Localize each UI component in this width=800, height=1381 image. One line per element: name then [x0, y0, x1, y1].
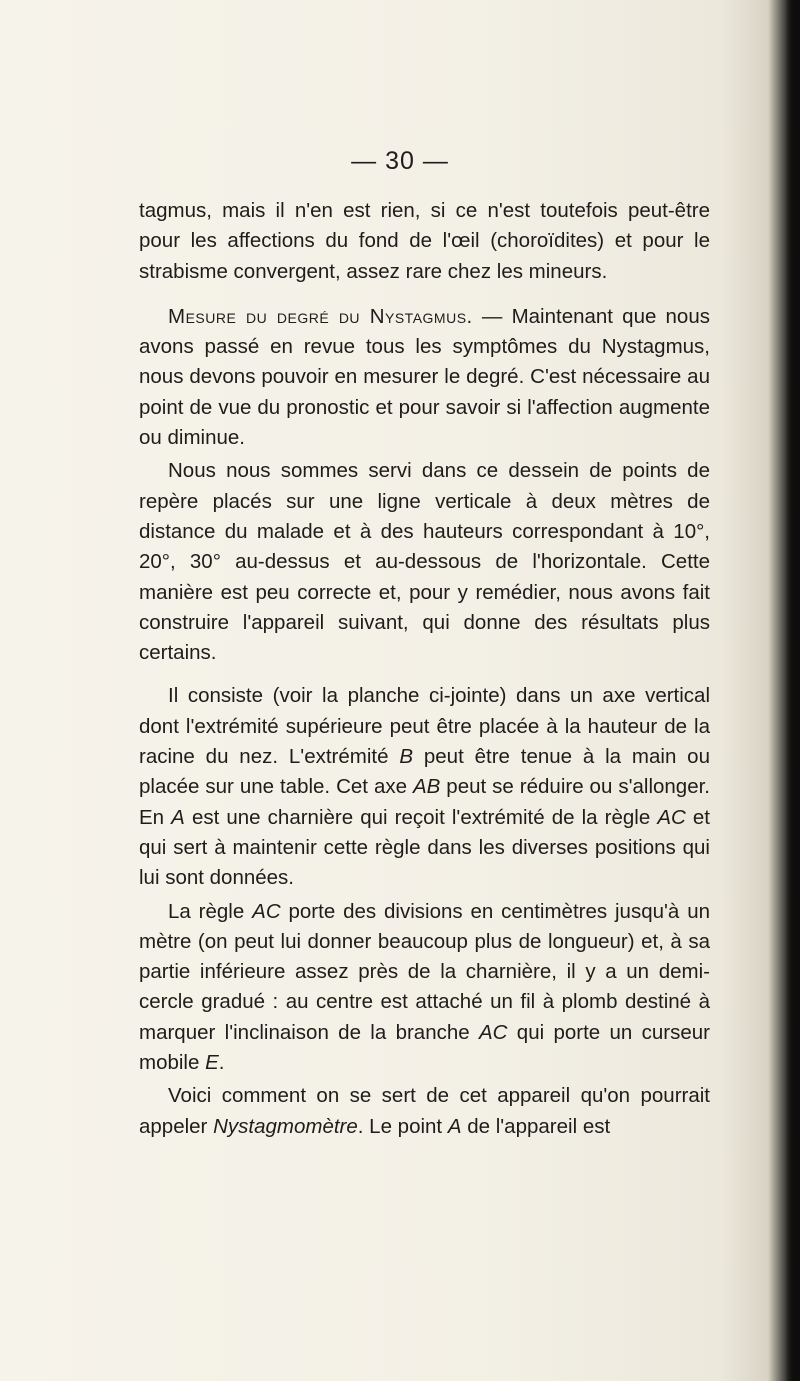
paragraph-5-text: qui porte un curseur mobile [139, 1020, 710, 1075]
label-ab: AB [412, 775, 441, 799]
paragraph-6-text: Voici comment on se sert de cet appareil qu'on pourrait appeler [139, 1084, 710, 1138]
label-ac: AC [478, 1020, 508, 1044]
section-heading: Mesure du degré du Nystagmus. [168, 304, 473, 328]
body-text [139, 196, 710, 1142]
paragraph-6-text: . Le point [357, 1114, 448, 1138]
paragraph-4-text: Il consiste (voir la planche ci-jointe) dans un axe vertical dont l'extrémité supérieure peut être placée à la hauteur de la racine du nez. L'extrémité [139, 684, 710, 769]
label-b: B [399, 745, 414, 769]
paragraph-3: Nous nous sommes servi dans ce dessein de points de repère placés sur une ligne verticale à deux mètres de distance du malade et à des hauteurs correspondant à 10°, 20°, 30° au-dessus et au-dessous de l'horizontale. Cette manière est peu correcte et, pour y remédier, nous avons fait construire l'appareil suivant, qui donne des résultats plus certains. [139, 459, 710, 665]
paragraph-4-text: peut se réduire ou s'allonger. En [139, 775, 710, 829]
label-ac: AC [657, 805, 686, 829]
paragraph-4-text: et qui sert à maintenir cette règle dans les diverses positions qui lui sont données. [139, 805, 710, 890]
term-nystagmometre: Nystagmomètre [213, 1114, 358, 1138]
paragraph-1: tagmus, mais il n'en est rien, si ce n'est toutefois peut-être pour les affections du fond de l'œil (choroïdites) et pour le strabisme convergent, assez rare chez les mineurs. [139, 199, 710, 283]
paragraph-6-text: de l'appareil est [461, 1114, 611, 1138]
paragraph-5-text: La règle [168, 899, 253, 923]
label-a: A [447, 1114, 462, 1138]
paragraph-5-text: . [218, 1051, 225, 1075]
page-edge-shadow [786, 0, 800, 1381]
label-e: E [205, 1051, 219, 1075]
paragraph-2 [139, 302, 710, 453]
paragraph-5 [139, 897, 710, 1079]
page-number: — 30 — [351, 147, 449, 175]
paragraph-2-text: — Maintenant que nous avons passé en revue tous les symptômes du Nystagmus, nous devons pouvoir en mesurer le degré. C'est nécessaire au point de vue du pronostic et pour savoir si l'affection augmente ou diminue. [139, 304, 710, 450]
paragraph-5-text: porte des divisions en centimètres jusqu'à un mètre (on peut lui donner beaucoup plus de longueur) et, à sa partie inférieure assez près de la charnière, il y a un demi-cercle gradué : au centre est attaché un fil à plomb destiné à marquer l'inclinaison de la branche [139, 899, 710, 1044]
paragraph-4-text: peut être tenue à la main ou placée sur une table. Cet axe [139, 745, 710, 799]
paragraph-6 [139, 1081, 710, 1142]
paragraph-4-text: est une charnière qui reçoit l'extrémité de la règle [184, 805, 658, 829]
label-a: A [171, 805, 185, 829]
paragraph-4 [139, 681, 710, 893]
label-ac: AC [252, 899, 281, 923]
